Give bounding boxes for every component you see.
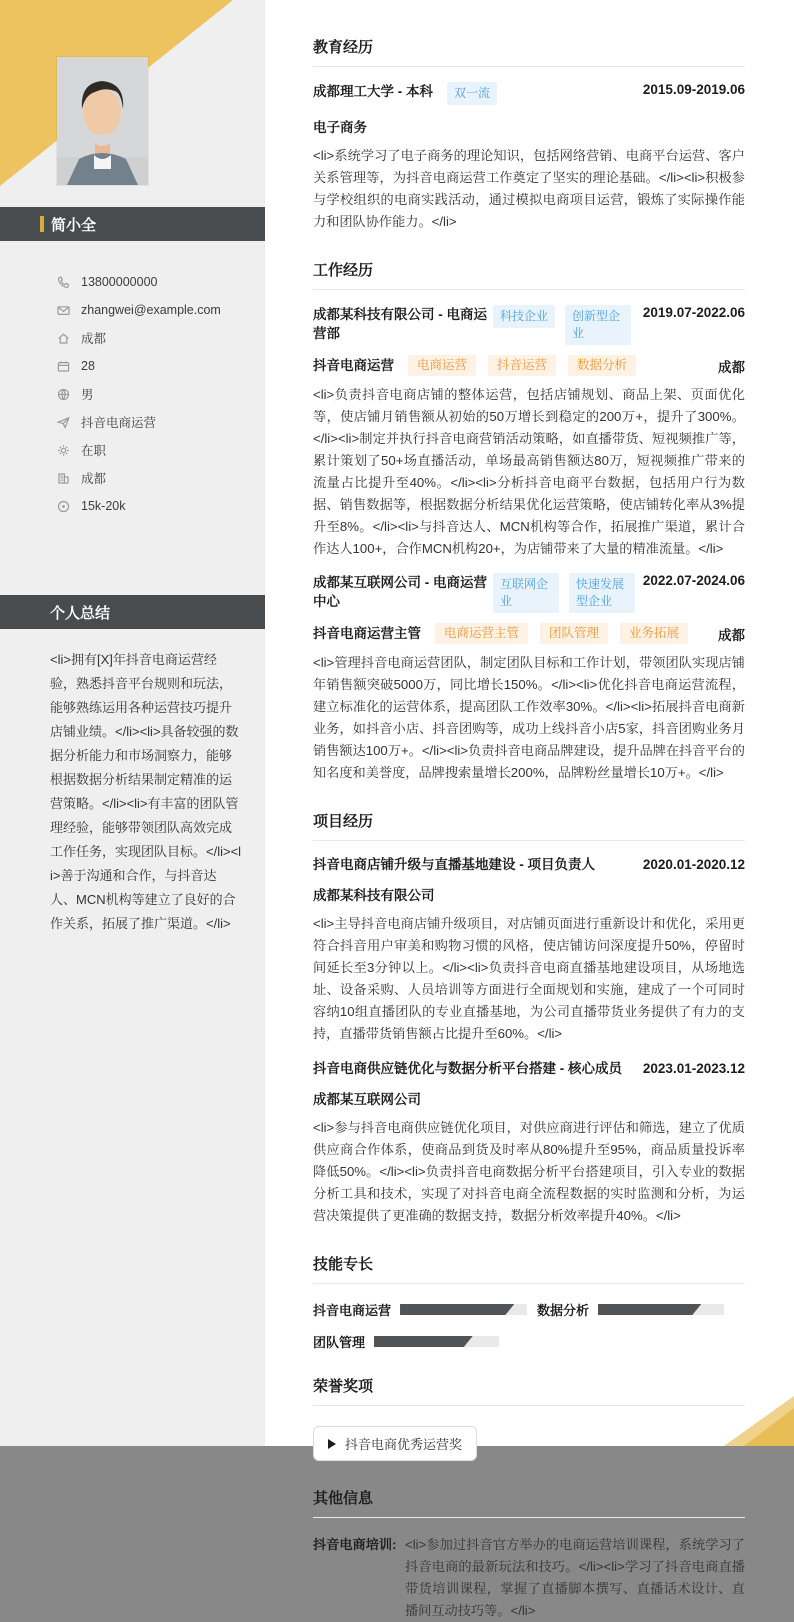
job-date: 2019.07-2022.06 <box>642 305 745 320</box>
contact-position: 抖音电商运营 <box>81 416 157 430</box>
gender-icon <box>57 387 71 401</box>
name-header <box>0 207 265 241</box>
contact-phone: 13800000000 <box>81 275 158 289</box>
education-description: <li>系统学习了电子商务的理论知识，包括网络营销、电商平台运营、客户关系管理等，为抖音电商运营工作奠定了坚实的理论基础。</li><li>积极参与学校组织的电商实践活动，通过模拟电商项目运营，锻炼了实际操作能力和团队协作能力。</li> <box>313 148 745 229</box>
project-date: 2020.01-2020.12 <box>642 857 745 872</box>
project-name: 抖音电商店铺升级与直播基地建设 - 项目负责人 <box>313 857 595 872</box>
job-tag: 数据分析 <box>568 355 636 376</box>
contact-row-gender <box>57 380 252 408</box>
other-info-description: <li>参加过抖音官方举办的电商运营培训课程，系统学习了抖音电商的最新玩法和技巧。</li><li>学习了抖音电商直播带货培训课程，掌握了直播脚本撰写、直播话术设计、直播间互动技巧等。</li> <box>405 1537 745 1618</box>
job-tag: 业务拓展 <box>620 623 688 644</box>
skill-name: 数据分析 <box>537 1303 590 1318</box>
section-title-education: 教育经历 <box>313 36 745 67</box>
age-icon <box>57 359 71 373</box>
person-name: 简小全 <box>51 216 97 234</box>
project-entry-header <box>313 855 745 874</box>
skill-name: 抖音电商运营 <box>313 1303 392 1318</box>
salary-icon <box>57 499 71 513</box>
contact-email: zhangwei@example.com <box>81 303 221 317</box>
play-icon <box>328 1439 336 1449</box>
job-tags <box>408 355 636 376</box>
building-icon <box>57 471 71 485</box>
company-name: 成都某科技有限公司 - 电商运营部 <box>313 307 487 341</box>
education-entry-header <box>313 82 745 105</box>
contact-row-city <box>57 464 252 492</box>
section-title-other: 其他信息 <box>313 1487 745 1518</box>
job-tag: 团队管理 <box>540 623 608 644</box>
company-badge: 快速发展型企业 <box>569 573 635 613</box>
job-description: <li>负责抖音电商店铺的整体运营，包括店铺规划、商品上架、页面优化等，使店铺月销售额从初始的50万增长到稳定的200万+，提升了300%。</li><li>制定并执行抖音电商营销活动策略，如直播带货、短视频推广等，累计策划了50+场直播活动，单场最高销售额达80万，短视频推广带来的流量占比提升至40%。</li><li>分析抖音电商平台数据，包括用户行为数据、销售数据等，根据数据分析结果优化运营策略，使店铺转化率从3%提升至8%。</li><li>与抖音达人、MCN机构等合作，拓展推广渠道，累计合作达人100+，合作MCN机构20+，为店铺带来了大量的精准流量。</li> <box>313 387 745 556</box>
job-entry-header <box>313 573 745 613</box>
contact-location: 成都 <box>81 332 107 346</box>
contact-gender: 男 <box>81 388 94 402</box>
award-chip[interactable] <box>313 1426 477 1461</box>
skills-list <box>313 1300 745 1351</box>
award-label: 抖音电商优秀运营奖 <box>345 1437 463 1452</box>
education-major: 电子商务 <box>313 120 367 135</box>
company-badges <box>493 573 635 613</box>
section-title-skills: 技能专长 <box>313 1253 745 1284</box>
contact-list <box>57 268 252 520</box>
home-icon <box>57 331 71 345</box>
other-info-label: 抖音电商培训: <box>313 1537 397 1552</box>
skill-name: 团队管理 <box>313 1335 366 1350</box>
skill-item <box>313 1332 499 1351</box>
project-company: 成都某科技有限公司 <box>313 888 435 903</box>
summary-text: <li>拥有[X]年抖音电商运营经验，熟悉抖音平台规则和玩法，能够熟练运用各种运营技巧提升店铺业绩。</li><li>具备较强的数据分析能力和市场洞察力，能够根据数据分析结果制定精准的运营策略。</li><li>有丰富的团队管理经验，能够带领团队高效完成工作任务，实现团队目标。</li><li>善于沟通和合作，与抖音达人、MCN机构等建立了良好的合作关系，拓展了推广渠道。</li> <box>50 652 242 931</box>
section-title-work: 工作经历 <box>313 259 745 290</box>
skill-bar <box>598 1304 724 1315</box>
sidebar <box>0 0 265 1446</box>
email-icon <box>57 303 71 317</box>
job-tag: 电商运营主管 <box>435 623 528 644</box>
skill-bar <box>400 1304 527 1315</box>
contact-status: 在职 <box>81 444 107 458</box>
contact-salary: 15k-20k <box>81 499 126 513</box>
job-position-row <box>313 623 745 644</box>
contact-city: 成都 <box>81 472 107 486</box>
project-description: <li>参与抖音电商供应链优化项目，对供应商进行评估和筛选，建立了优质供应商合作体系，使商品到货及时率从80%提升至95%，商品质量投诉率降低50%。</li><li>负责抖音电商数据分析平台搭建项目，引入专业的数据分析工具和技术，实现了对抖音电商全流程数据的实时监测和分析，为运营决策提供了更准确的数据支持，数据分析效率提升40%。</li> <box>313 1120 745 1223</box>
status-gear-icon <box>57 443 71 457</box>
skill-item <box>537 1300 724 1319</box>
contact-row-location <box>57 324 252 352</box>
position-icon <box>57 415 71 429</box>
job-tag: 抖音运营 <box>488 355 556 376</box>
name-accent-bar <box>40 216 44 232</box>
contact-row-salary <box>57 492 252 520</box>
summary-title: 个人总结 <box>50 604 111 622</box>
section-title-projects: 项目经历 <box>313 810 745 841</box>
contact-row-status <box>57 436 252 464</box>
company-badge: 创新型企业 <box>565 305 631 345</box>
contact-row-position <box>57 408 252 436</box>
education-date: 2015.09-2019.06 <box>642 82 745 97</box>
job-description: <li>管理抖音电商运营团队，制定团队目标和工作计划，带领团队实现店铺年销售额突破5000万，同比增长150%。</li><li>优化抖音电商运营流程，建立标准化的运营体系，提高团队工作效率30%。</li><li>拓展抖音电商新业务，如抖音小店、抖音团购等，成功上线抖音小店5家，抖音团购业务月销售额达100万+。</li><li>负责抖音电商品牌建设，提升品牌在抖音平台的知名度和美誉度，品牌搜索量增长200%，品牌粉丝量增长10万+。</li> <box>313 655 745 780</box>
company-badges <box>493 305 631 345</box>
resume-photo <box>57 57 148 185</box>
company-badge: 互联网企业 <box>493 573 559 613</box>
other-info-row <box>313 1534 745 1622</box>
job-location: 成都 <box>718 627 745 643</box>
job-position: 抖音电商运营主管 <box>313 626 421 641</box>
project-description: <li>主导抖音电商店铺升级项目，对店铺页面进行重新设计和优化，采用更符合抖音用户审美和购物习惯的风格，使店铺访问深度提升50%，停留时间延长至3分钟以上。</li><li>负责抖音电商直播基地建设项目，从场地选址、设备采购、人员培训等方面进行全面规划和实施，建成了一个可同时容纳10组直播团队的专业直播基地，为公司直播带货业务提供了有力的支持，直播带货销售额占比提升至60%。</li> <box>313 916 745 1041</box>
project-company: 成都某互联网公司 <box>313 1092 421 1107</box>
job-entry-header <box>313 305 745 345</box>
project-name: 抖音电商供应链优化与数据分析平台搭建 - 核心成员 <box>313 1061 622 1076</box>
job-tags <box>435 623 688 644</box>
contact-row-email <box>57 296 252 324</box>
skill-bar <box>374 1336 499 1347</box>
contact-row-phone <box>57 268 252 296</box>
project-entry-header <box>313 1059 745 1078</box>
job-position-row <box>313 355 745 376</box>
school-badge: 双一流 <box>447 82 497 105</box>
section-title-honors: 荣誉奖项 <box>313 1375 745 1406</box>
contact-row-age <box>57 352 252 380</box>
company-name: 成都某互联网公司 - 电商运营中心 <box>313 575 487 609</box>
job-tag: 电商运营 <box>408 355 476 376</box>
job-date: 2022.07-2024.06 <box>642 573 745 588</box>
company-badge: 科技企业 <box>493 305 555 328</box>
job-position: 抖音电商运营 <box>313 358 394 373</box>
summary-header <box>0 595 265 629</box>
project-date: 2023.01-2023.12 <box>642 1061 745 1076</box>
skill-item <box>313 1300 537 1319</box>
school-name: 成都理工大学 - 本科 <box>313 84 433 99</box>
contact-age: 28 <box>81 359 95 373</box>
phone-icon <box>57 275 71 289</box>
job-location: 成都 <box>718 359 745 375</box>
main-content <box>313 0 745 1622</box>
